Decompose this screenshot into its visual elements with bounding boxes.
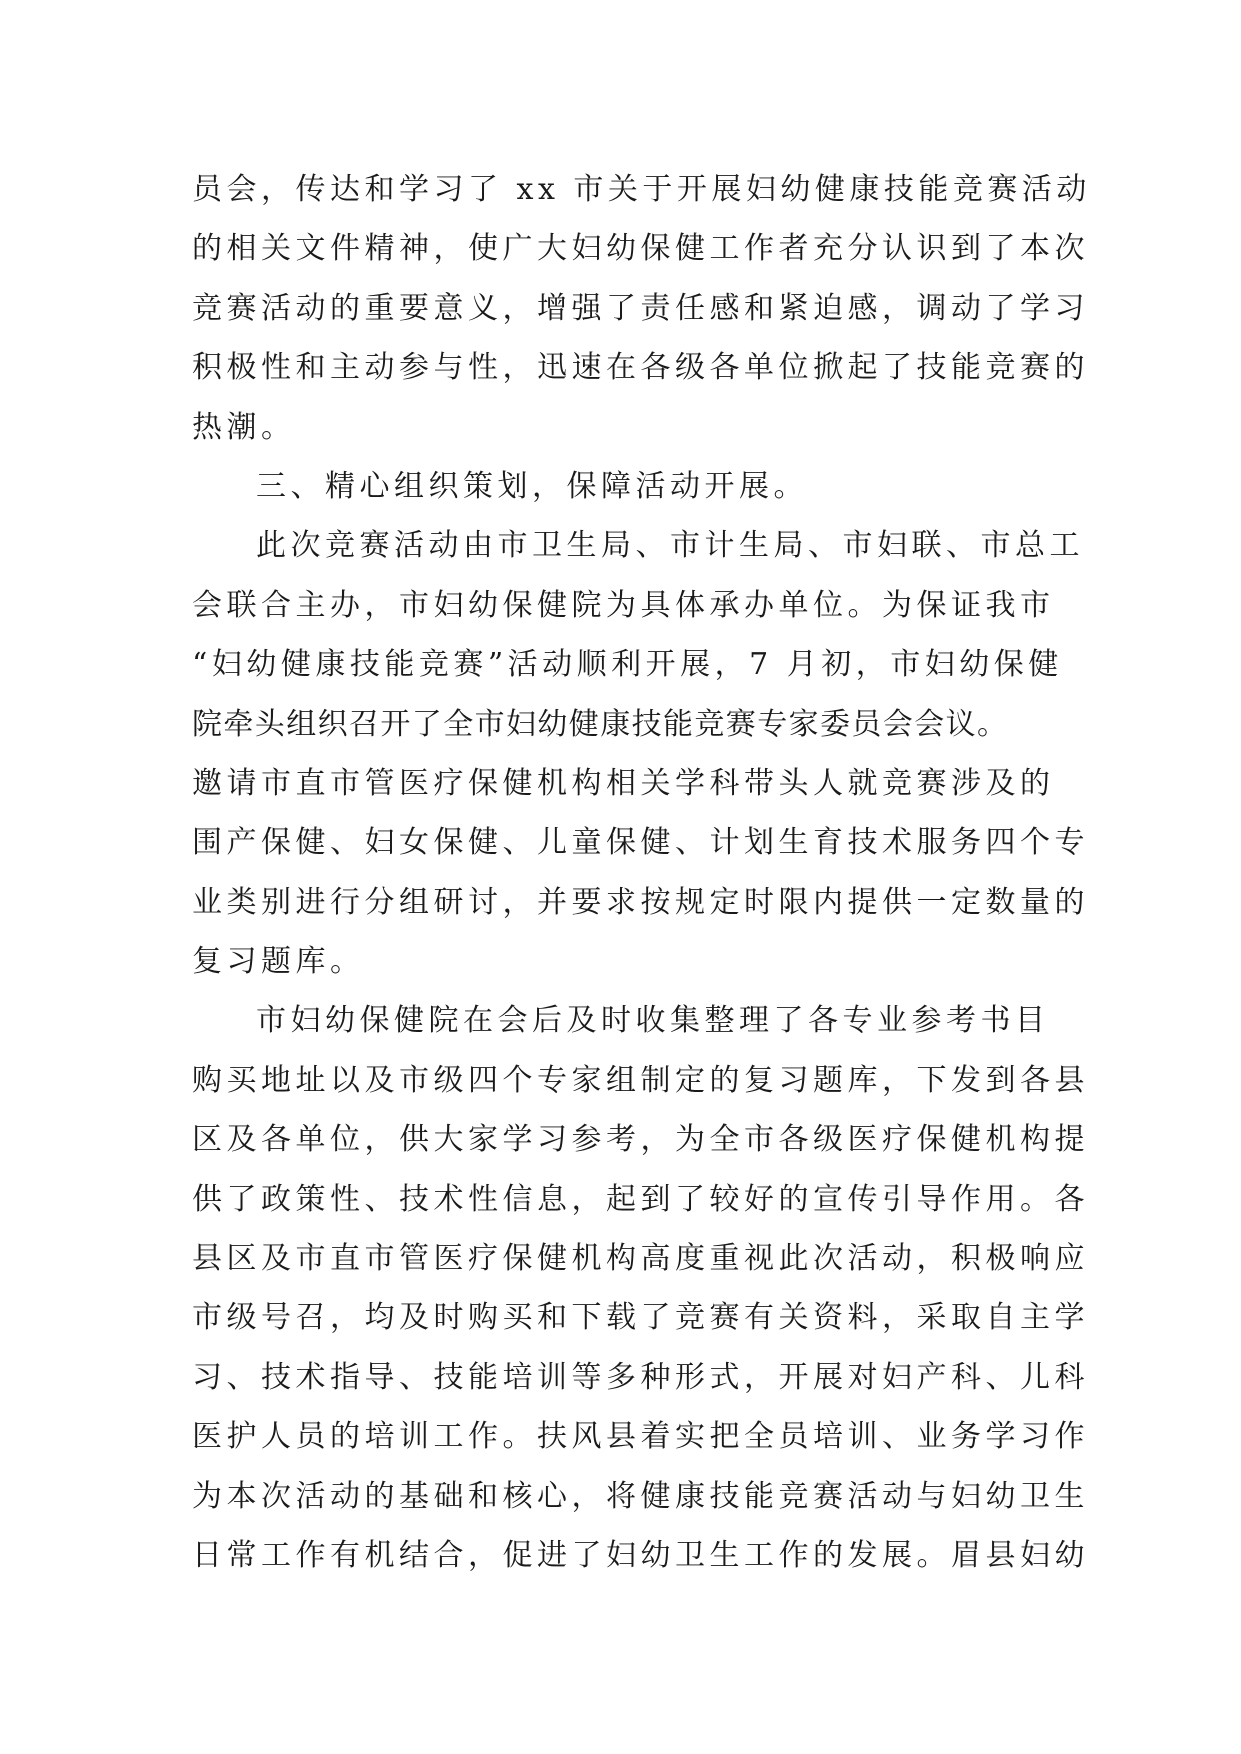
- paragraph-start-line: 市妇幼保健院在会后及时收集整理了各专业参考书目: [256, 1003, 1050, 1039]
- text-line: 院牵头组织召开了全市妇幼健康技能竞赛专家委员会会议。: [192, 706, 1009, 742]
- text-line: 市级号召，均及时购买和下载了竞赛有关资料，采取自主学: [192, 1300, 1089, 1336]
- text-line: 热潮。: [192, 409, 296, 445]
- text-line: 竞赛活动的重要意义，增强了责任感和紧迫感，调动了学习: [192, 290, 1089, 326]
- text-line: 区及各单位，供大家学习参考，为全市各级医疗保健机构提: [192, 1122, 1089, 1158]
- text-line: 习、技术指导、技能培训等多种形式，开展对妇产科、儿科: [192, 1359, 1089, 1395]
- text-line: 积极性和主动参与性，迅速在各级各单位掀起了技能竞赛的: [192, 350, 1089, 386]
- text-line: 复习题库。: [192, 944, 365, 980]
- text-line: 围产保健、妇女保健、儿童保健、计划生育技术服务四个专: [192, 825, 1089, 861]
- document-body: [192, 160, 1091, 1585]
- text-line: 业类别进行分组研讨，并要求按规定时限内提供一定数量的: [192, 884, 1089, 920]
- text-line: 的相关文件精神，使广大妇幼保健工作者充分认识到了本次: [192, 231, 1089, 267]
- text-line: “妇幼健康技能竞赛”活动顺利开展，7 月初，市妇幼保健: [192, 647, 1063, 683]
- text-line: 县区及市直市管医疗保健机构高度重视此次活动，积极响应: [192, 1241, 1089, 1277]
- text-line: 日常工作有机结合，促进了妇幼卫生工作的发展。眉县妇幼: [192, 1537, 1089, 1573]
- text-line: 员会，传达和学习了 xx 市关于开展妇幼健康技能竞赛活动: [192, 172, 1091, 207]
- section-heading: 三、精心组织策划，保障活动开展。: [256, 468, 808, 504]
- text-line: 供了政策性、技术性信息，起到了较好的宣传引导作用。各: [192, 1181, 1089, 1217]
- text-line: 医护人员的培训工作。扶风县着实把全员培训、业务学习作: [192, 1419, 1089, 1455]
- text-line: 邀请市直市管医疗保健机构相关学科带头人就竞赛涉及的: [192, 765, 1055, 801]
- text-line: 购买地址以及市级四个专家组制定的复习题库，下发到各县: [192, 1062, 1089, 1098]
- text-line: 会联合主办，市妇幼保健院为具体承办单位。为保证我市: [192, 587, 1055, 623]
- text-line: 为本次活动的基础和核心，将健康技能竞赛活动与妇幼卫生: [192, 1478, 1089, 1514]
- paragraph-start-line: 此次竞赛活动由市卫生局、市计生局、市妇联、市总工: [256, 528, 1084, 564]
